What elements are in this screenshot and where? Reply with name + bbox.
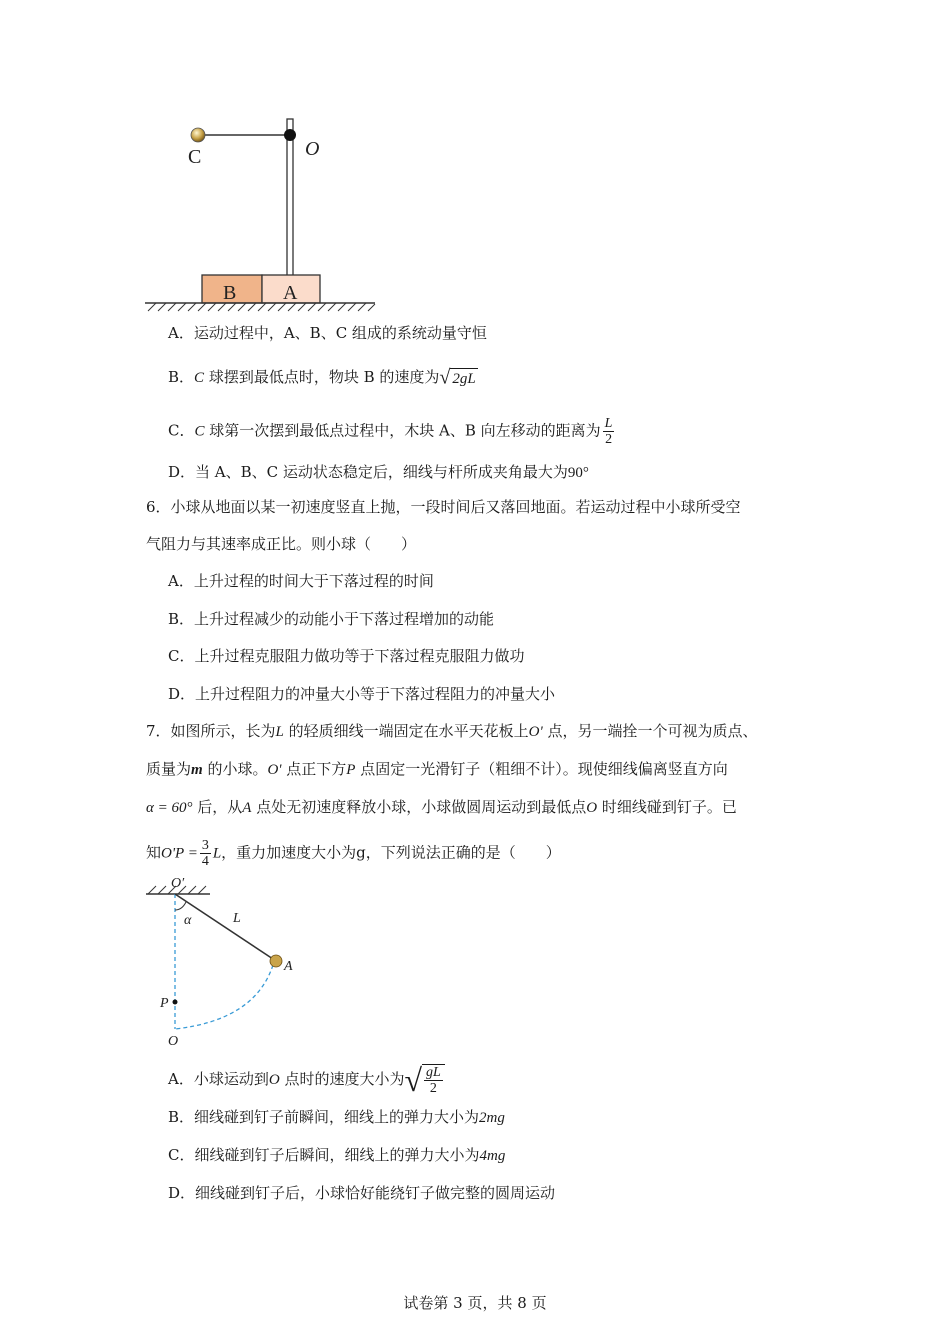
fraction-l-over-2: $\frac{L}{2}$ [604,416,613,447]
label-a: A [283,282,298,304]
label-o-prime: O′ [171,876,185,891]
q6-option-a: A．上升过程的时间大于下落过程的时间 [168,572,434,590]
q6-option-b: B．上升过程减少的动能小于下落过程增加的动能 [168,610,495,628]
q7-option-c: C．细线碰到钉子后瞬间，细线上的弹力大小为4mg [168,1146,506,1164]
q5-option-d: D．当 A、B、C 运动状态稳定后，细线与杆所成夹角最大为90° [168,463,589,481]
q7-option-a: A．小球运动到O 点时的速度大小为√ $\frac{gL}{2}$ [168,1064,445,1096]
q7-stem-line3: α = 60° 后，从A 点处无初速度释放小球，小球做圆周运动到最低点O 时细线碰到钉子。已 [146,798,737,816]
ground-hatch [148,303,375,311]
q5-option-b: B．C 球摆到最低点时，物块 B 的速度为√ 2gL [168,367,476,390]
q6-option-d: D．上升过程阻力的冲量大小等于下落过程阻力的冲量大小 [168,685,556,703]
label-o-point: O [168,1034,179,1049]
label-c: C [188,146,202,168]
q7-option-d: D．细线碰到钉子后，小球恰好能绕钉子做完整的圆周运动 [168,1184,556,1202]
q7-stem-line1: 7．如图所示，长为L 的轻质细线一端固定在水平天花板上O' 点，另一端拴一个可视为质点、 [146,722,758,740]
nail-p [173,1000,178,1005]
sqrt-2gl: √ 2gL [439,367,476,390]
label-p: P [160,996,169,1011]
arc-dashed [175,965,273,1029]
q7-stem-line2: 质量为m 的小球。O' 点正下方P 点固定一光滑钉子（粗细不计）。现使细线偏离竖直方向 [146,760,728,778]
angle-arc [175,902,186,910]
ball-a [270,955,282,967]
label-alpha: α [184,913,192,928]
figure-rod-blocks [140,115,385,315]
page-footer: 试卷第 3 页，共 8 页 [403,1294,547,1312]
sqrt-gl-over-2: √ $\frac{gL}{2}$ [404,1064,444,1096]
fraction-3-over-4: $\frac{3}{4}$ [201,838,209,869]
rod [287,119,293,277]
q6-stem-line2: 气阻力与其速率成正比。则小球（ ） [146,535,417,553]
ball-c [191,128,205,142]
q7-stem-line4: 知O'P = $\frac{3}{4}$ L，重力加速度大小为g，下列说法正确的是（ ） [146,838,561,869]
q7-option-b: B．细线碰到钉子前瞬间，细线上的弹力大小为2mg [168,1108,505,1126]
q5-option-c: C．C 球第一次摆到最低点过程中，木块 A、B 向左移动的距离为 $\frac{L}{2}$ [168,416,613,447]
label-l: L [233,911,241,926]
label-b: B [223,282,237,304]
figure-pendulum [140,872,310,1052]
label-o: O [305,138,320,160]
pivot-point [284,129,296,141]
q6-option-c: C．上升过程克服阻力做功等于下落过程克服阻力做功 [168,647,525,665]
label-a-point: A [284,959,293,974]
q6-stem-line1: 6．小球从地面以某一初速度竖直上抛，一段时间后又落回地面。若运动过程中小球所受空 [146,498,741,516]
q5-option-a: A．运动过程中，A、B、C 组成的系统动量守恒 [168,324,487,342]
